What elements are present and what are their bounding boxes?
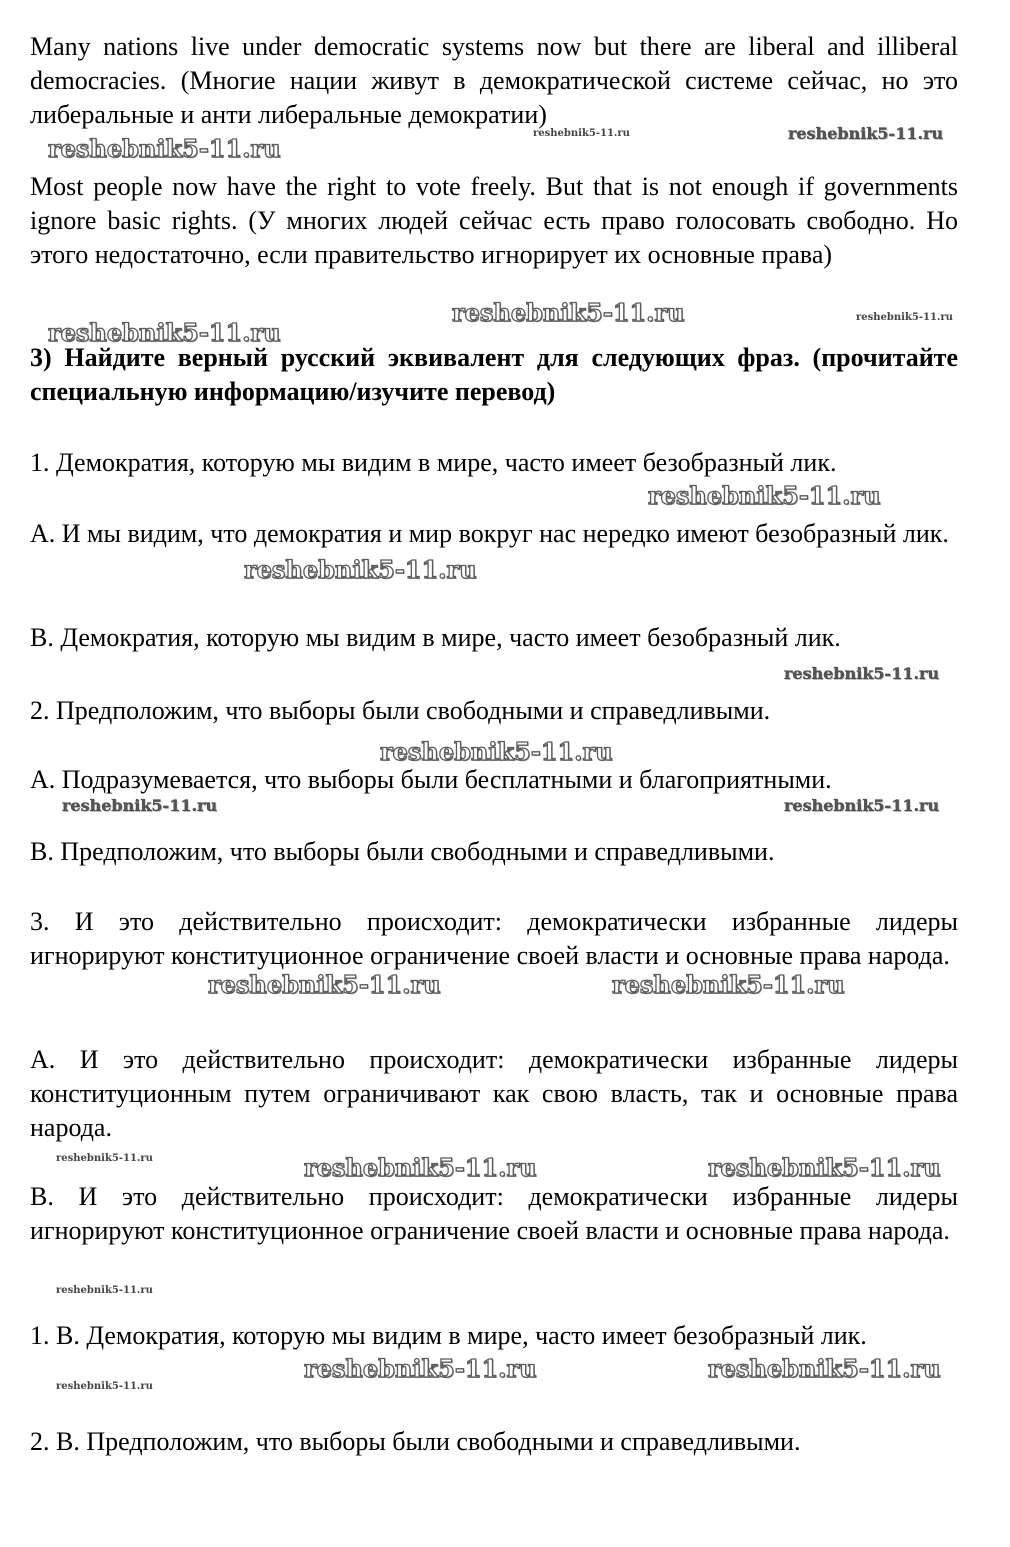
watermark-text: reshebnik5-11.ru bbox=[533, 128, 630, 139]
watermark-text: reshebnik5-11.ru bbox=[380, 737, 613, 766]
answer-1: 1. B. Демократия, которую мы видим в мире, часто имеет безобразный лик. bbox=[30, 1321, 867, 1350]
answer-2: 2. B. Предположим, что выборы были свободными и справедливыми. bbox=[30, 1427, 801, 1456]
question-1: 1. Демократия, которую мы видим в мире, часто имеет безобразный лик. bbox=[30, 448, 837, 477]
watermark-text: reshebnik5-11.ru bbox=[784, 664, 940, 683]
watermark-text: reshebnik5-11.ru bbox=[612, 970, 845, 999]
question-1-option-a: A. И мы видим, что демократия и мир вокруг нас нередко имеют безобразный лик. bbox=[30, 519, 949, 548]
watermark-text: reshebnik5-11.ru bbox=[208, 970, 441, 999]
question-2: 2. Предположим, что выборы были свободными и справедливыми. bbox=[30, 696, 771, 725]
question-3-option-a: A. И это действительно происходит: демократически избранные лидеры конституционным путем ограничивают как свою власть, так и основные права народа. bbox=[30, 1045, 958, 1142]
watermark-text: reshebnik5-11.ru bbox=[62, 796, 218, 815]
watermark-text: reshebnik5-11.ru bbox=[304, 1153, 537, 1182]
watermark-text: reshebnik5-11.ru bbox=[56, 1285, 153, 1296]
watermark-text: reshebnik5-11.ru bbox=[304, 1354, 537, 1383]
paragraph-liberal-democracies: Many nations live under democratic systems now but there are liberal and illiberal democracies. (Многие нации живут в демократической системе сейчас, но это либеральные и анти либеральные демократии) bbox=[30, 32, 958, 129]
question-2-option-b: B. Предположим, что выборы были свободными и справедливыми. bbox=[30, 837, 775, 866]
question-2-option-a: A. Подразумевается, что выборы были бесплатными и благоприятными. bbox=[30, 765, 832, 794]
question-1-option-b: B. Демократия, которую мы видим в мире, часто имеет безобразный лик. bbox=[30, 623, 841, 652]
question-3: 3. И это действительно происходит: демократически избранные лидеры игнорируют конституционное ограничение своей власти и основные права народа. bbox=[30, 907, 958, 970]
watermark-text: reshebnik5-11.ru bbox=[856, 312, 953, 323]
paragraph-right-to-vote: Most people now have the right to vote freely. But that is not enough if governments ignore basic rights. (У многих людей сейчас есть право голосовать свободно. Но этого недостаточно, если правительство игнорирует их основные права) bbox=[30, 172, 958, 269]
watermark-text: reshebnik5-11.ru bbox=[784, 796, 940, 815]
watermark-text: reshebnik5-11.ru bbox=[708, 1354, 941, 1383]
watermark-text: reshebnik5-11.ru bbox=[244, 555, 477, 584]
watermark-text: reshebnik5-11.ru bbox=[648, 481, 881, 510]
watermark-text: reshebnik5-11.ru bbox=[48, 134, 281, 163]
watermark-text: reshebnik5-11.ru bbox=[788, 124, 944, 143]
watermark-text: reshebnik5-11.ru bbox=[452, 298, 685, 327]
watermark-text: reshebnik5-11.ru bbox=[708, 1153, 941, 1182]
question-3-option-b: B. И это действительно происходит: демократически избранные лидеры игнорируют конституционное ограничение своей власти и основные права народа. bbox=[30, 1182, 958, 1245]
watermark-text: reshebnik5-11.ru bbox=[48, 318, 281, 347]
watermark-text: reshebnik5-11.ru bbox=[56, 1381, 153, 1392]
task-heading: 3) Найдите верный русский эквивалент для следующих фраз. (прочитайте специальную информацию/изучите перевод) bbox=[30, 343, 958, 406]
watermark-text: reshebnik5-11.ru bbox=[56, 1153, 153, 1164]
